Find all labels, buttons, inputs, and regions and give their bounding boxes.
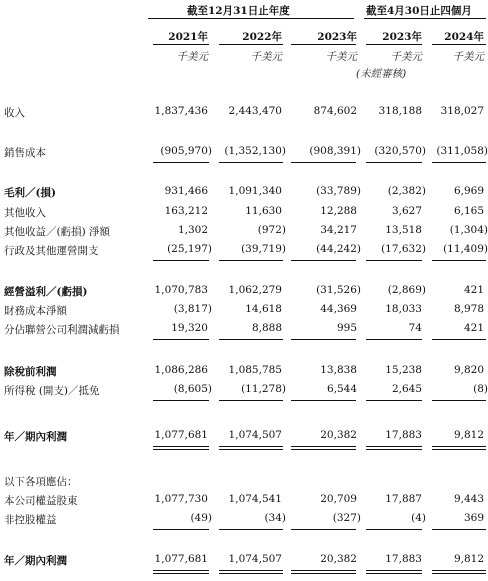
- subtotal-line-2023p-e: [366, 529, 422, 530]
- cell-income-tax-2024-period: (8): [473, 383, 488, 395]
- cell-income-tax-2023-period: 2,645: [391, 383, 422, 395]
- subtotal-line-2021-e: [153, 529, 209, 530]
- cell-other-gains-2023: 34,217: [320, 224, 357, 236]
- cell-finance-costs-2021: (3,817): [173, 303, 212, 315]
- subtotal-line-2023-c: [291, 339, 356, 340]
- total-line-2021-a2: [153, 449, 209, 450]
- cell-profit-total-2022: 1,074,507: [228, 553, 282, 565]
- column-header-2022: 2022年: [242, 31, 282, 43]
- total-line-2021-b2: [153, 573, 209, 574]
- row-label-non-controlling-interests: 非控股權益: [4, 514, 57, 526]
- cell-operating-profit-2022: 1,062,279: [228, 284, 282, 296]
- column-underline-2023: [291, 44, 356, 45]
- cell-non-controlling-2021: (49): [190, 512, 212, 524]
- cell-finance-costs-2024-period: 8,978: [453, 303, 484, 315]
- group-header-year: 截至12月31日止年度: [187, 5, 290, 17]
- total-line-2023p-a2: [366, 449, 422, 450]
- subtotal-line-2022-a: [219, 162, 283, 163]
- row-label-gross-profit: 毛利／(損): [4, 187, 56, 199]
- subtotal-line-2022-c: [219, 339, 283, 340]
- cell-admin-expenses-2024-period: (11,409): [443, 243, 488, 255]
- subtotal-line-2023p-b: [366, 260, 422, 261]
- column-header-2024-period: 2024年: [444, 31, 484, 43]
- row-label-revenue: 收入: [4, 107, 25, 119]
- subtotal-line-2023p-a: [366, 162, 422, 163]
- subtotal-line-2022-d: [219, 400, 283, 401]
- unit-2022: 千美元: [250, 51, 282, 63]
- total-line-2023-a1: [291, 446, 356, 447]
- cell-cost-of-sales-2024-period: (311,058): [436, 145, 488, 157]
- cell-income-tax-2022: (11,278): [241, 383, 286, 395]
- row-label-other-gains: 其他收益／(虧損) 淨額: [4, 226, 111, 238]
- cell-equity-shareholders-2023: 20,709: [320, 493, 357, 505]
- cell-profit-for-period-2024-period: 9,812: [453, 429, 484, 441]
- cell-other-income-2022: 11,630: [245, 205, 282, 217]
- subtotal-line-2021-c: [153, 339, 209, 340]
- cell-profit-for-period-2023-period: 17,883: [385, 429, 422, 441]
- subtotal-line-2021-d: [153, 400, 209, 401]
- cell-profit-for-period-2022: 1,074,507: [228, 429, 282, 441]
- cell-revenue-2023-period: 318,188: [378, 105, 422, 117]
- cell-share-of-associates-2021: 19,320: [171, 322, 208, 334]
- unit-2023-period: 千美元: [390, 51, 422, 63]
- cell-income-tax-2021: (8,605): [173, 383, 212, 395]
- cell-equity-shareholders-2023-period: 17,887: [385, 493, 422, 505]
- subtotal-line-2024p-a: [432, 162, 486, 163]
- cell-revenue-2024-period: 318,027: [440, 105, 484, 117]
- row-label-operating-profit: 經營溢利／(虧損): [4, 286, 88, 298]
- row-label-profit-for-period-total: 年／期內利潤: [4, 555, 67, 567]
- cell-gross-profit-2024-period: 6,969: [453, 185, 484, 197]
- subtotal-line-2024p-b: [432, 260, 486, 261]
- column-header-2021: 2021年: [168, 31, 208, 43]
- cell-cost-of-sales-2023: (908,391): [309, 145, 361, 157]
- cell-finance-costs-2023-period: 18,033: [385, 303, 422, 315]
- cell-cost-of-sales-2021: (905,970): [160, 145, 212, 157]
- row-label-income-tax: 所得稅 (開支)／抵免: [4, 385, 100, 397]
- subtotal-line-2022-b: [219, 260, 283, 261]
- row-label-admin-expenses: 行政及其他運營開支: [4, 245, 99, 257]
- cell-profit-total-2024-period: 9,812: [453, 553, 484, 565]
- cell-non-controlling-2023: (327): [332, 512, 361, 524]
- cell-profit-before-tax-2024-period: 9,820: [453, 364, 484, 376]
- subtotal-line-2024p-e: [432, 529, 486, 530]
- unit-2021: 千美元: [176, 51, 208, 63]
- cell-operating-profit-2024-period: 421: [463, 284, 484, 296]
- cell-other-income-2024-period: 6,165: [453, 205, 484, 217]
- column-header-2023: 2023年: [317, 31, 357, 43]
- subtotal-line-2021-a: [153, 162, 209, 163]
- total-line-2024p-b1: [432, 570, 486, 571]
- cell-profit-before-tax-2022: 1,085,785: [228, 364, 282, 376]
- cell-other-gains-2023-period: 13,518: [385, 224, 422, 236]
- cell-finance-costs-2022: 14,618: [245, 303, 282, 315]
- group-header-year-underline: [148, 18, 354, 19]
- total-line-2024p-a1: [432, 446, 486, 447]
- cell-other-income-2023: 12,288: [320, 205, 357, 217]
- total-line-2024p-a2: [432, 449, 486, 450]
- total-line-2022-b2: [219, 573, 283, 574]
- cell-cost-of-sales-2022: (1,352,130): [224, 145, 286, 157]
- subtotal-line-2024p-c: [432, 339, 486, 340]
- subtotal-line-2023-d: [291, 400, 356, 401]
- row-label-finance-costs: 財務成本淨額: [4, 305, 67, 317]
- cell-other-gains-2021: 1,302: [177, 224, 208, 236]
- cell-operating-profit-2023: (31,526): [316, 284, 361, 296]
- total-line-2024p-b2: [432, 573, 486, 574]
- cell-equity-shareholders-2022: 1,074,541: [228, 493, 282, 505]
- cell-finance-costs-2023: 44,369: [320, 303, 357, 315]
- total-line-2023-b2: [291, 573, 356, 574]
- cell-share-of-associates-2023-period: 74: [408, 322, 422, 334]
- cell-non-controlling-2024-period: 369: [463, 512, 484, 524]
- cell-share-of-associates-2022: 8,888: [251, 322, 282, 334]
- total-line-2022-b1: [219, 570, 283, 571]
- unit-2023: 千美元: [325, 51, 357, 63]
- cell-equity-shareholders-2024-period: 9,443: [453, 493, 484, 505]
- unit-2024-period: 千美元: [452, 51, 484, 63]
- row-label-equity-shareholders: 本公司權益股東: [4, 495, 78, 507]
- total-line-2022-a2: [219, 449, 283, 450]
- cell-revenue-2021: 1,837,436: [154, 105, 208, 117]
- cell-profit-before-tax-2023: 13,838: [320, 364, 357, 376]
- subtotal-line-2024p-d: [432, 400, 486, 401]
- subtotal-line-2023-b: [291, 260, 356, 261]
- cell-admin-expenses-2022: (39,719): [241, 243, 286, 255]
- row-label-attributable-to: 以下各項應佔：: [4, 476, 78, 488]
- cell-profit-total-2023-period: 17,883: [385, 553, 422, 565]
- cell-revenue-2023: 874,602: [313, 105, 357, 117]
- cell-gross-profit-2022: 1,091,340: [228, 185, 282, 197]
- cell-profit-for-period-2021: 1,077,681: [154, 429, 208, 441]
- cell-non-controlling-2022: (34): [264, 512, 286, 524]
- row-label-share-of-associates: 分佔聯營公司利潤減虧損: [4, 324, 120, 336]
- cell-other-gains-2022: (972): [257, 224, 286, 236]
- total-line-2022-a1: [219, 446, 283, 447]
- column-underline-2023-period: [366, 44, 422, 45]
- cell-other-gains-2024-period: (1,304): [449, 224, 488, 236]
- cell-admin-expenses-2023: (44,242): [316, 243, 361, 255]
- row-label-profit-before-tax: 除稅前利潤: [4, 366, 57, 378]
- cell-non-controlling-2023-period: (4): [411, 512, 426, 524]
- cell-share-of-associates-2023: 995: [336, 322, 357, 334]
- cell-equity-shareholders-2021: 1,077,730: [154, 493, 208, 505]
- cell-gross-profit-2023: (33,789): [316, 185, 361, 197]
- unaudited-note: (未經審核): [356, 68, 407, 80]
- subtotal-line-2023p-c: [366, 339, 422, 340]
- column-header-2023-period: 2023年: [382, 31, 422, 43]
- total-line-2023p-b2: [366, 573, 422, 574]
- cell-gross-profit-2023-period: (2,382): [387, 185, 426, 197]
- cell-profit-total-2021: 1,077,681: [154, 553, 208, 565]
- cell-cost-of-sales-2023-period: (320,570): [374, 145, 426, 157]
- group-header-period: 截至4月30日止四個月: [366, 5, 472, 17]
- subtotal-line-2021-b: [153, 260, 209, 261]
- subtotal-line-2022-e: [219, 529, 283, 530]
- cell-profit-before-tax-2023-period: 15,238: [385, 364, 422, 376]
- cell-other-income-2021: 163,212: [164, 205, 208, 217]
- cell-profit-before-tax-2021: 1,086,286: [154, 364, 208, 376]
- row-label-cost-of-sales: 銷售成本: [4, 147, 46, 159]
- subtotal-line-2023-a: [291, 162, 356, 163]
- cell-share-of-associates-2024-period: 421: [463, 322, 484, 334]
- total-line-2023-a2: [291, 449, 356, 450]
- column-underline-2022: [219, 44, 283, 45]
- column-underline-2024-period: [432, 44, 486, 45]
- group-header-period-underline: [364, 18, 486, 19]
- total-line-2021-b1: [153, 570, 209, 571]
- total-line-2023-b1: [291, 570, 356, 571]
- cell-admin-expenses-2021: (25,197): [167, 243, 212, 255]
- total-line-2023p-a1: [366, 446, 422, 447]
- cell-revenue-2022: 2,443,470: [228, 105, 282, 117]
- cell-profit-for-period-2023: 20,382: [320, 429, 357, 441]
- cell-other-income-2023-period: 3,627: [391, 205, 422, 217]
- cell-admin-expenses-2023-period: (17,632): [381, 243, 426, 255]
- subtotal-line-2023p-d: [366, 400, 422, 401]
- cell-operating-profit-2023-period: (2,869): [387, 284, 426, 296]
- cell-profit-total-2023: 20,382: [320, 553, 357, 565]
- column-underline-2021: [153, 44, 209, 45]
- total-line-2021-a1: [153, 446, 209, 447]
- cell-gross-profit-2021: 931,466: [164, 185, 208, 197]
- row-label-profit-for-period: 年／期內利潤: [4, 431, 67, 443]
- subtotal-line-2023-e: [291, 529, 356, 530]
- total-line-2023p-b1: [366, 570, 422, 571]
- cell-operating-profit-2021: 1,070,783: [154, 284, 208, 296]
- row-label-other-income: 其他收入: [4, 207, 46, 219]
- cell-income-tax-2023: 6,544: [326, 383, 357, 395]
